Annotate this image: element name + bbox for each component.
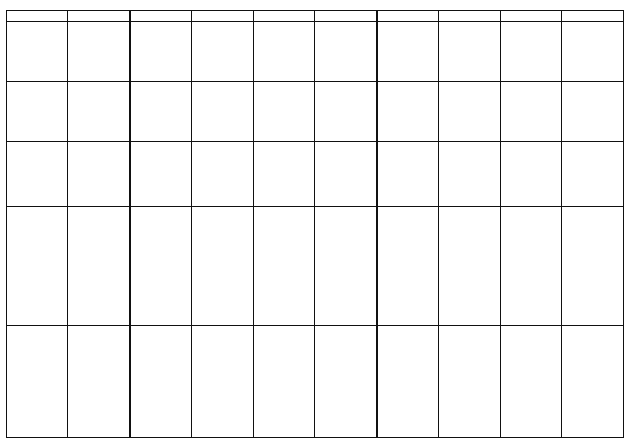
band [315,82,376,142]
band [68,207,129,326]
column-half [254,22,315,437]
band [192,326,253,437]
band [439,22,500,82]
band [501,22,561,82]
band [315,22,376,82]
band [501,82,561,142]
band [254,326,314,437]
band [315,207,376,326]
rubric-column [377,10,501,438]
band [562,22,623,82]
column-header-right [68,11,129,21]
band [254,22,314,82]
column-half [439,22,500,437]
rubric-column [500,10,624,438]
band [562,82,623,142]
column-header-left [7,11,68,21]
band [7,326,67,437]
band [192,82,253,142]
band [562,142,623,207]
band [192,142,253,207]
column-header-right [439,11,500,21]
band [562,207,623,326]
band [501,326,561,437]
column-header [254,11,376,22]
band [501,207,561,326]
band [439,142,500,207]
band [315,326,376,437]
band [315,142,376,207]
band [378,142,438,207]
column-header-left [501,11,562,21]
column-body [501,22,623,437]
column-header-right [562,11,623,21]
band [254,142,314,207]
rubric-column [253,10,377,438]
band [192,207,253,326]
band [254,82,314,142]
band [68,22,129,82]
band [378,326,438,437]
column-body [254,22,376,437]
band [7,142,67,207]
column-header-right [315,11,376,21]
band [131,22,191,82]
band [439,326,500,437]
column-header [131,11,253,22]
band [131,207,191,326]
column-body [7,22,129,437]
column-header [378,11,500,22]
rubric-column [130,10,254,438]
rubric-column [6,10,130,438]
column-half [315,22,376,437]
column-header-left [131,11,192,21]
column-half [192,22,253,437]
column-half [378,22,439,437]
column-half [68,22,129,437]
band [7,22,67,82]
column-header-left [378,11,439,21]
band [131,326,191,437]
band [68,142,129,207]
band [192,22,253,82]
column-half [562,22,623,437]
band [439,82,500,142]
column-half [7,22,68,437]
column-body [378,22,500,437]
column-header [7,11,129,22]
column-header [501,11,623,22]
band [378,82,438,142]
band [439,207,500,326]
column-header-left [254,11,315,21]
band [68,82,129,142]
band [7,207,67,326]
column-body [131,22,253,437]
band [131,142,191,207]
band [131,82,191,142]
band [378,207,438,326]
band [68,326,129,437]
band [254,207,314,326]
band [7,82,67,142]
column-header-right [192,11,253,21]
column-half [501,22,562,437]
band [501,142,561,207]
band [378,22,438,82]
rubric-table [6,10,624,438]
band [562,326,623,437]
column-half [131,22,192,437]
